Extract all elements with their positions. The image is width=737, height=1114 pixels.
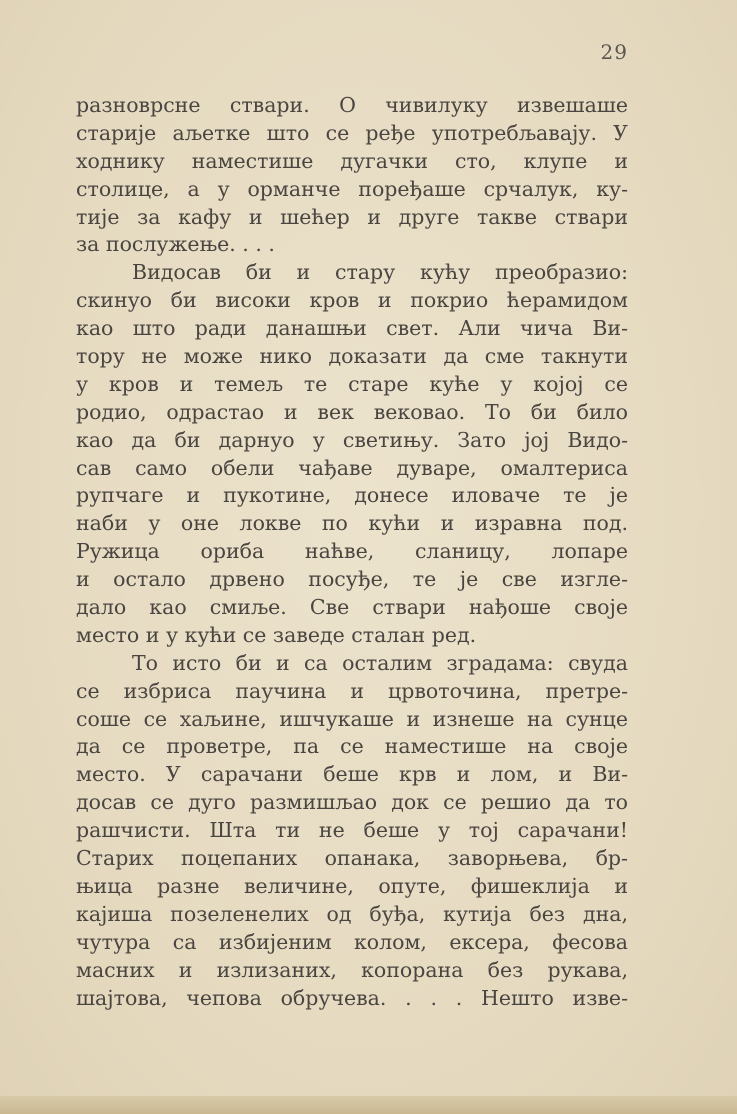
text-line: столице, а у орманче поређаше срчалук, ку-	[76, 176, 628, 201]
text-line: место. У сарачани беше крв и лом, и Ви-	[76, 762, 628, 787]
text-line: и остало дрвено посуђе, те је све изгле-	[76, 567, 628, 592]
text-line: као што ради данашњи свет. Али чича Ви-	[76, 316, 628, 341]
text-line: рупчаге и пукотине, донесе иловаче те је	[76, 483, 628, 508]
text-line: досав се дуго размишљао док се решио да то	[76, 790, 628, 815]
text-line: старије аљетке што се ређе употребљавају. У	[76, 120, 628, 145]
text-line: масних и излизаних, копорана без рукава,	[76, 957, 628, 982]
text-line: скинуо би високи кров и покрио ћерамидом	[76, 288, 628, 313]
text-line: соше се хаљине, ишчукаше и изнеше на сунце	[76, 706, 628, 731]
text-line: тору не може нико доказати да сме такнути	[76, 344, 628, 369]
text-line: место и у кући се заведе сталан ред.	[76, 622, 477, 647]
text-line: родио, одрастао и век вековао. То би било	[76, 399, 628, 424]
page-number: 29	[600, 40, 628, 64]
text-line: Видосав би и стару кућу преобразио:	[132, 260, 628, 285]
text-line: разноврсне ствари. О чивилуку извешаше	[76, 93, 628, 117]
text-line: кајиша позеленелих од буђа, кутија без дна,	[76, 901, 628, 926]
text-line: се избриса паучина и црвоточина, претре-	[76, 678, 628, 703]
text-line: њица разне величине, опуте, фишеклија и	[76, 873, 628, 898]
text-line: ходнику наместише дугачки сто, клупе и	[76, 148, 628, 173]
text-line: сав само обели чађаве дуваре, омалтериса	[76, 455, 628, 480]
text-line: Ружица ориба наћве, сланицу, лопаре	[76, 539, 628, 564]
text-line: као да би дарнуо у светињу. Зато јој Видо-	[76, 427, 628, 452]
text-line: дало као смиље. Све ствари нађоше своје	[76, 595, 628, 620]
text-line: тије за кафу и шећер и друге такве ствари	[76, 204, 628, 229]
text-line: чутура са избијеним колом, ексера, фесова	[76, 929, 628, 954]
page-bottom-edge	[0, 1096, 737, 1114]
text-line: за послужење. . . .	[76, 232, 275, 257]
text-line: То исто би и са осталим зградама: свуда	[132, 650, 628, 675]
body-text	[76, 92, 628, 1012]
text-line: наби у оне локве по кући и изравна под.	[76, 511, 628, 536]
text-line: рашчисти. Шта ти не беше у тој сарачани!	[76, 818, 628, 843]
text-line: шајтова, чепова обручева. . . . Нешто изве-	[76, 985, 628, 1010]
text-line: у кров и темељ те старе куће у којој се	[76, 371, 628, 396]
text-line: да се проветре, па се наместише на своје	[76, 734, 628, 759]
text-line: Старих поцепаних опанака, заворњева, бр-	[76, 846, 628, 871]
